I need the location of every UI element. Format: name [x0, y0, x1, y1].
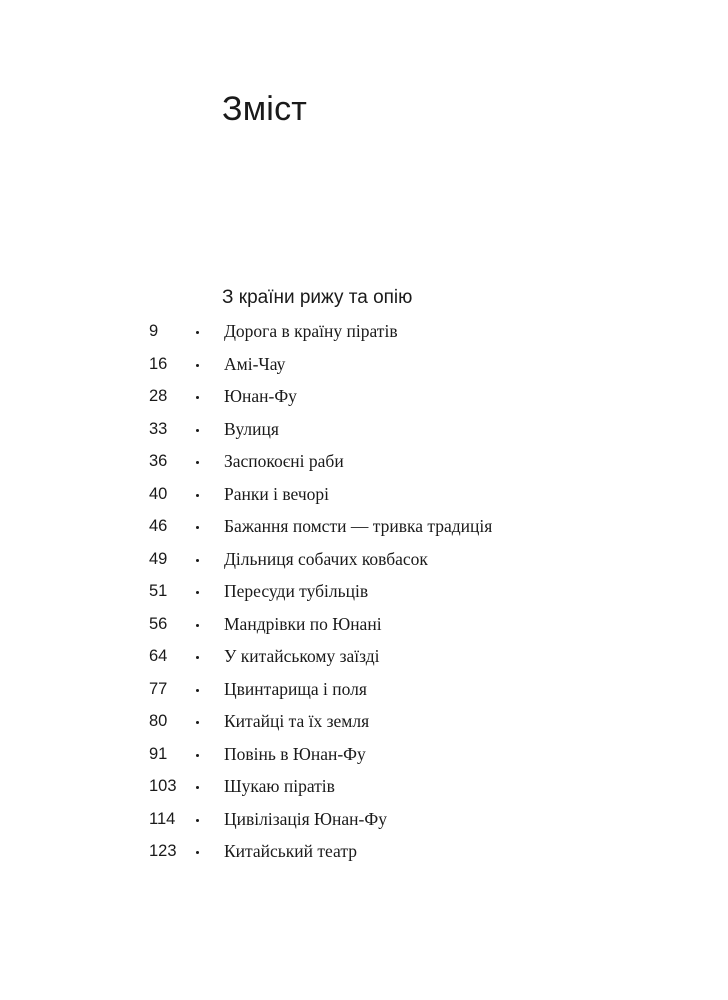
toc-chapter-title: Китайці та їх земля — [224, 711, 370, 731]
bullet-dot-icon — [196, 721, 199, 724]
toc-entry[interactable] — [0, 513, 728, 546]
toc-entry[interactable] — [0, 806, 728, 839]
toc-page-number: 91 — [149, 744, 168, 763]
toc-entry[interactable] — [0, 351, 728, 384]
toc-entry[interactable] — [0, 773, 728, 806]
toc-page-number: 36 — [149, 452, 168, 470]
toc-page-number: 28 — [149, 387, 168, 405]
bullet-dot-icon — [196, 689, 199, 692]
toc-entry[interactable] — [0, 643, 728, 676]
table-of-contents — [0, 318, 728, 871]
toc-page-number: 16 — [149, 354, 168, 373]
bullet-dot-icon — [196, 494, 199, 497]
toc-chapter-title: Амі-Чау — [224, 353, 286, 374]
toc-entry[interactable] — [0, 383, 728, 416]
toc-entry[interactable] — [0, 741, 728, 774]
toc-chapter-title: Пересуди тубільців — [224, 581, 369, 601]
toc-page-number: 80 — [149, 712, 168, 730]
toc-entry[interactable] — [0, 416, 728, 449]
toc-chapter-title: Цвинтарища і поля — [224, 678, 367, 699]
toc-page-number: 77 — [149, 679, 168, 698]
toc-page-number: 33 — [149, 419, 168, 438]
toc-chapter-title: Дільниця собачих ковбасок — [224, 548, 428, 569]
toc-entry[interactable] — [0, 708, 728, 741]
section-heading: З країни рижу та опію — [222, 287, 413, 308]
bullet-dot-icon — [196, 429, 199, 432]
bullet-dot-icon — [196, 851, 199, 854]
toc-entry[interactable] — [0, 838, 728, 871]
toc-page-number: 56 — [149, 614, 168, 633]
toc-page-number: 9 — [149, 322, 159, 340]
toc-entry[interactable] — [0, 676, 728, 709]
toc-page-number: 40 — [149, 484, 168, 503]
bullet-dot-icon — [196, 656, 199, 659]
toc-page-number: 123 — [149, 842, 177, 860]
bullet-dot-icon — [196, 786, 199, 789]
toc-entry[interactable] — [0, 611, 728, 644]
bullet-dot-icon — [196, 591, 199, 594]
bullet-dot-icon — [196, 526, 199, 529]
toc-page-number: 103 — [149, 777, 177, 795]
bullet-dot-icon — [196, 819, 199, 822]
bullet-dot-icon — [196, 559, 199, 562]
bullet-dot-icon — [196, 364, 199, 367]
toc-page-number: 64 — [149, 647, 168, 665]
bullet-dot-icon — [196, 624, 199, 627]
toc-chapter-title: Повінь в Юнан-Фу — [224, 743, 366, 764]
toc-page-number: 51 — [149, 582, 168, 600]
bullet-dot-icon — [196, 396, 199, 399]
toc-chapter-title: Вулиця — [224, 418, 279, 439]
toc-chapter-title: Шукаю піратів — [224, 776, 335, 796]
toc-chapter-title: Китайський театр — [224, 841, 357, 861]
page-title: Зміст — [222, 90, 308, 128]
bullet-dot-icon — [196, 461, 199, 464]
toc-entry[interactable] — [0, 481, 728, 514]
toc-chapter-title: Юнан-Фу — [224, 386, 297, 406]
bullet-dot-icon — [196, 754, 199, 757]
toc-entry[interactable] — [0, 578, 728, 611]
toc-entry[interactable] — [0, 546, 728, 579]
toc-chapter-title: У китайському заїзді — [224, 646, 380, 666]
toc-chapter-title: Цивілізація Юнан-Фу — [224, 808, 387, 829]
toc-entry[interactable] — [0, 448, 728, 481]
toc-page-number: 114 — [149, 809, 176, 828]
toc-chapter-title: Дорога в країну піратів — [224, 321, 398, 341]
toc-chapter-title: Заспокоєні раби — [224, 451, 344, 471]
toc-entry[interactable] — [0, 318, 728, 351]
toc-page-number: 49 — [149, 549, 168, 568]
bullet-dot-icon — [196, 331, 199, 334]
toc-chapter-title: Ранки і вечорі — [224, 483, 329, 504]
toc-chapter-title: Мандрівки по Юнані — [224, 613, 382, 634]
toc-chapter-title: Бажання помсти — тривка традиція — [224, 516, 493, 536]
toc-page-number: 46 — [149, 517, 168, 535]
